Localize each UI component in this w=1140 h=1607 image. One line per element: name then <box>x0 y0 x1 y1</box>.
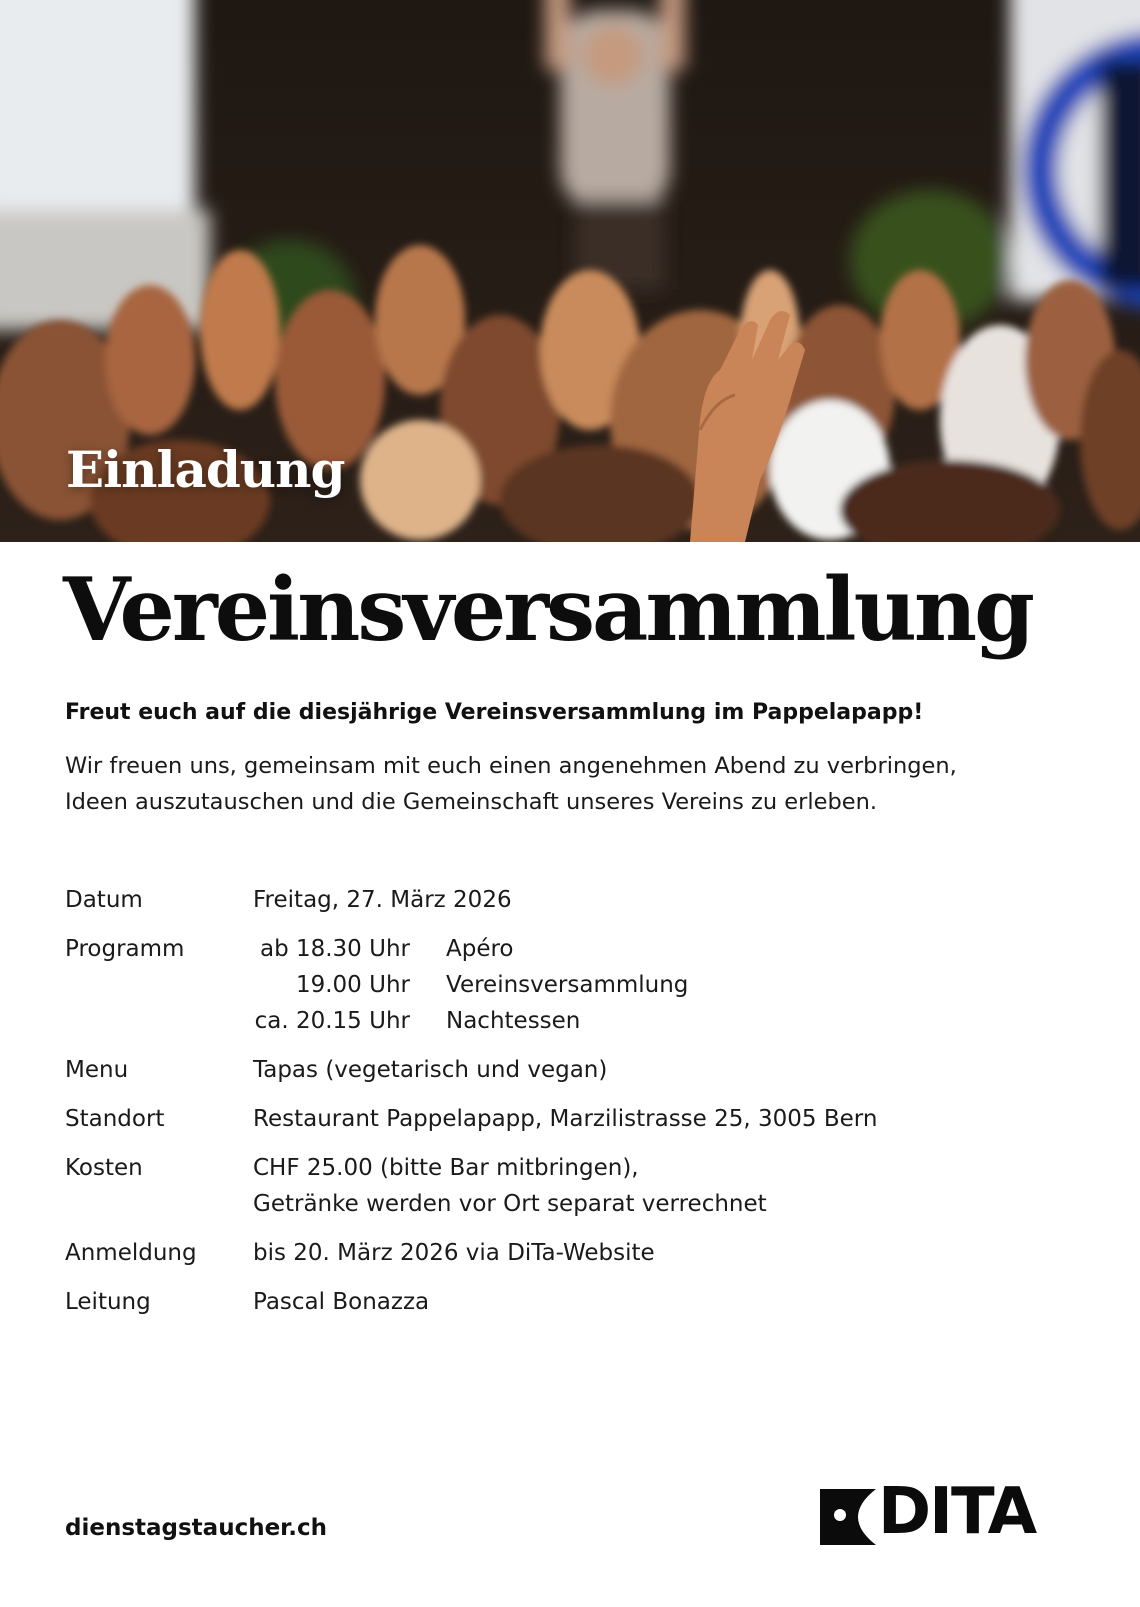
detail-label: Leitung <box>65 1289 151 1315</box>
intro-line: Ideen auszutauschen und die Gemeinschaft unseres Vereins zu erleben. <box>65 789 877 815</box>
intro-line: Wir freuen uns, gemeinsam mit euch einen angenehmen Abend zu verbringen, <box>65 753 957 779</box>
detail-row-menu <box>65 1052 1065 1088</box>
program-time: 19.00 Uhr <box>295 972 410 998</box>
program-item: Apéro <box>446 936 514 962</box>
detail-row-kosten <box>65 1150 1065 1222</box>
logo-text: DITA <box>878 1475 1036 1549</box>
website-link[interactable]: dienstagstaucher.ch <box>65 1515 327 1541</box>
detail-value: Freitag, 27. März 2026 <box>253 887 512 913</box>
detail-value: bis 20. März 2026 via DiTa-Website <box>253 1240 655 1266</box>
detail-row-standort <box>65 1101 1065 1137</box>
detail-label: Standort <box>65 1106 165 1132</box>
detail-label: Kosten <box>65 1155 143 1181</box>
intro-paragraph <box>65 748 1065 820</box>
program-time: ab 18.30 Uhr <box>259 936 410 962</box>
detail-value <box>253 1150 1065 1222</box>
program-item: Nachtessen <box>446 1008 581 1034</box>
page-title: Vereinsversammlung <box>63 558 1032 661</box>
program-time: ca. 20.15 Uhr <box>254 1008 410 1034</box>
detail-row-anmeldung <box>65 1235 1065 1271</box>
fish-eye-logo-icon <box>820 1489 876 1545</box>
detail-row-datum <box>65 882 1065 918</box>
hero-title: Einladung <box>66 440 345 499</box>
kosten-line: CHF 25.00 (bitte Bar mitbringen), <box>253 1155 639 1181</box>
detail-row-leitung <box>65 1284 1065 1320</box>
detail-label: Programm <box>65 936 185 962</box>
detail-row-programm <box>65 931 1065 1039</box>
program-schedule <box>253 931 1065 1039</box>
dita-logo <box>820 1475 1076 1549</box>
kosten-line: Getränke werden vor Ort separat verrechnet <box>253 1191 767 1217</box>
hero-photo <box>0 0 1140 542</box>
detail-label: Datum <box>65 887 143 913</box>
detail-value: Tapas (vegetarisch und vegan) <box>253 1057 608 1083</box>
detail-value: Restaurant Pappelapapp, Marzilistrasse 25, 3005 Bern <box>253 1106 878 1132</box>
detail-value: Pascal Bonazza <box>253 1289 430 1315</box>
detail-label: Menu <box>65 1057 129 1083</box>
detail-label: Anmeldung <box>65 1240 197 1266</box>
event-details <box>65 882 1065 1320</box>
program-item: Vereinsversammlung <box>446 972 689 998</box>
lead-text: Freut euch auf die diesjährige Vereinsversammlung im Pappelapapp! <box>65 700 924 725</box>
